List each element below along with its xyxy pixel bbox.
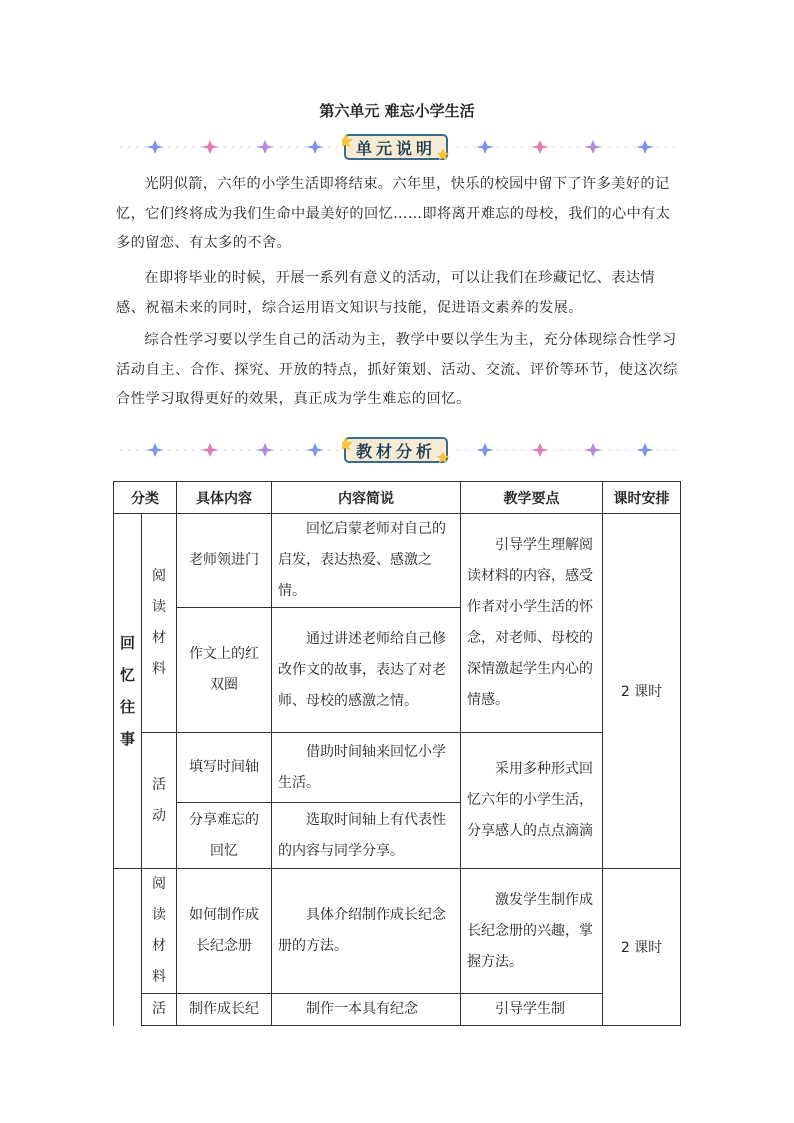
- table-row: [114, 514, 681, 608]
- section-banner-unit-description: [342, 133, 450, 161]
- banner-label: 单元说明: [355, 139, 436, 158]
- section-banner-material-analysis: [342, 436, 450, 464]
- content-cell: 填写时间轴: [177, 733, 272, 803]
- content-cell: 制作成长纪: [177, 994, 272, 1026]
- sparkle-decoration-left: [120, 140, 340, 154]
- document-title: 第六单元 难忘小学生活: [319, 102, 475, 120]
- summary-cell: 选取时间轴上有代表性的内容与同学分享。: [272, 803, 461, 869]
- summary-cell: 制作一本具有纪念: [272, 994, 461, 1026]
- content-cell: 老师领进门: [177, 514, 272, 608]
- table-row: [114, 994, 681, 1026]
- header-schedule: 课时安排: [603, 482, 681, 514]
- subcategory-activity: 活 动: [142, 733, 177, 869]
- table-row: [114, 733, 681, 803]
- analysis-table: [113, 481, 681, 1026]
- category-cell: 回 忆 往 事: [114, 514, 142, 869]
- sparkle-decoration-right: [457, 443, 677, 457]
- sparkle-decoration-left: [120, 443, 340, 457]
- intro-paragraph-1: 光阴似箭，六年的小学生活即将结束。六年里，快乐的校园中留下了许多美好的记忆，它们终将成为我们生命中最美好的回忆……即将离开难忘的母校，我们的心中有太多的留恋、有太多的不舍。: [116, 176, 671, 251]
- key-points-cell: 引导学生理解阅读材料的内容，感受作者对小学生活的怀念，对老师、母校的深情激起学生内心的情感。: [461, 514, 603, 733]
- header-summary: 内容简说: [272, 482, 461, 514]
- key-points-cell: 激发学生制作成长纪念册的兴趣，掌握方法。: [461, 869, 603, 994]
- summary-cell: 通过讲述老师给自己修改作文的故事，表达了对老师、母校的感激之情。: [272, 608, 461, 733]
- content-cell: 作文上的红双圈: [177, 608, 272, 733]
- header-category: 分类: [114, 482, 177, 514]
- summary-cell: 具体介绍制作成长纪念册的方法。: [272, 869, 461, 994]
- table-header-row: [114, 482, 681, 514]
- intro-paragraph-2: 在即将毕业的时候，开展一系列有意义的活动，可以让我们在珍藏记忆、表达情感、祝福未来的同时，综合运用语文知识与技能，促进语文素养的发展。: [116, 270, 655, 316]
- header-key-points: 教学要点: [461, 482, 603, 514]
- content-cell: 分享难忘的回忆: [177, 803, 272, 869]
- schedule-cell: 2 课时: [603, 869, 681, 1026]
- intro-paragraph-3: 综合性学习要以学生自己的活动为主，教学中要以学生为主，充分体现综合性学习活动自主、合作、探究、开放的特点，抓好策划、活动、交流、评价等环节，使这次综合性学习取得更好的效果，真正成为学生难忘的回忆。: [116, 332, 678, 407]
- key-points-cell: 采用多种形式回忆六年的小学生活，分享感人的点点滴滴: [461, 733, 603, 869]
- banner-label: 教材分析: [355, 442, 436, 461]
- category-cell-continued: [114, 869, 142, 1026]
- content-cell: 如何制作成长纪念册: [177, 869, 272, 994]
- header-content: 具体内容: [177, 482, 272, 514]
- subcategory-reading: 阅 读 材 料: [142, 869, 177, 994]
- subcategory-reading: 阅 读 材 料: [142, 514, 177, 733]
- schedule-cell: 2 课时: [603, 514, 681, 869]
- subcategory-activity: 活: [142, 994, 177, 1026]
- key-points-cell: 引导学生制: [461, 994, 603, 1026]
- summary-cell: 借助时间轴来回忆小学生活。: [272, 733, 461, 803]
- summary-cell: 回忆启蒙老师对自己的启发，表达热爱、感激之情。: [272, 514, 461, 608]
- sparkle-decoration-right: [457, 140, 677, 154]
- table-row: [114, 869, 681, 994]
